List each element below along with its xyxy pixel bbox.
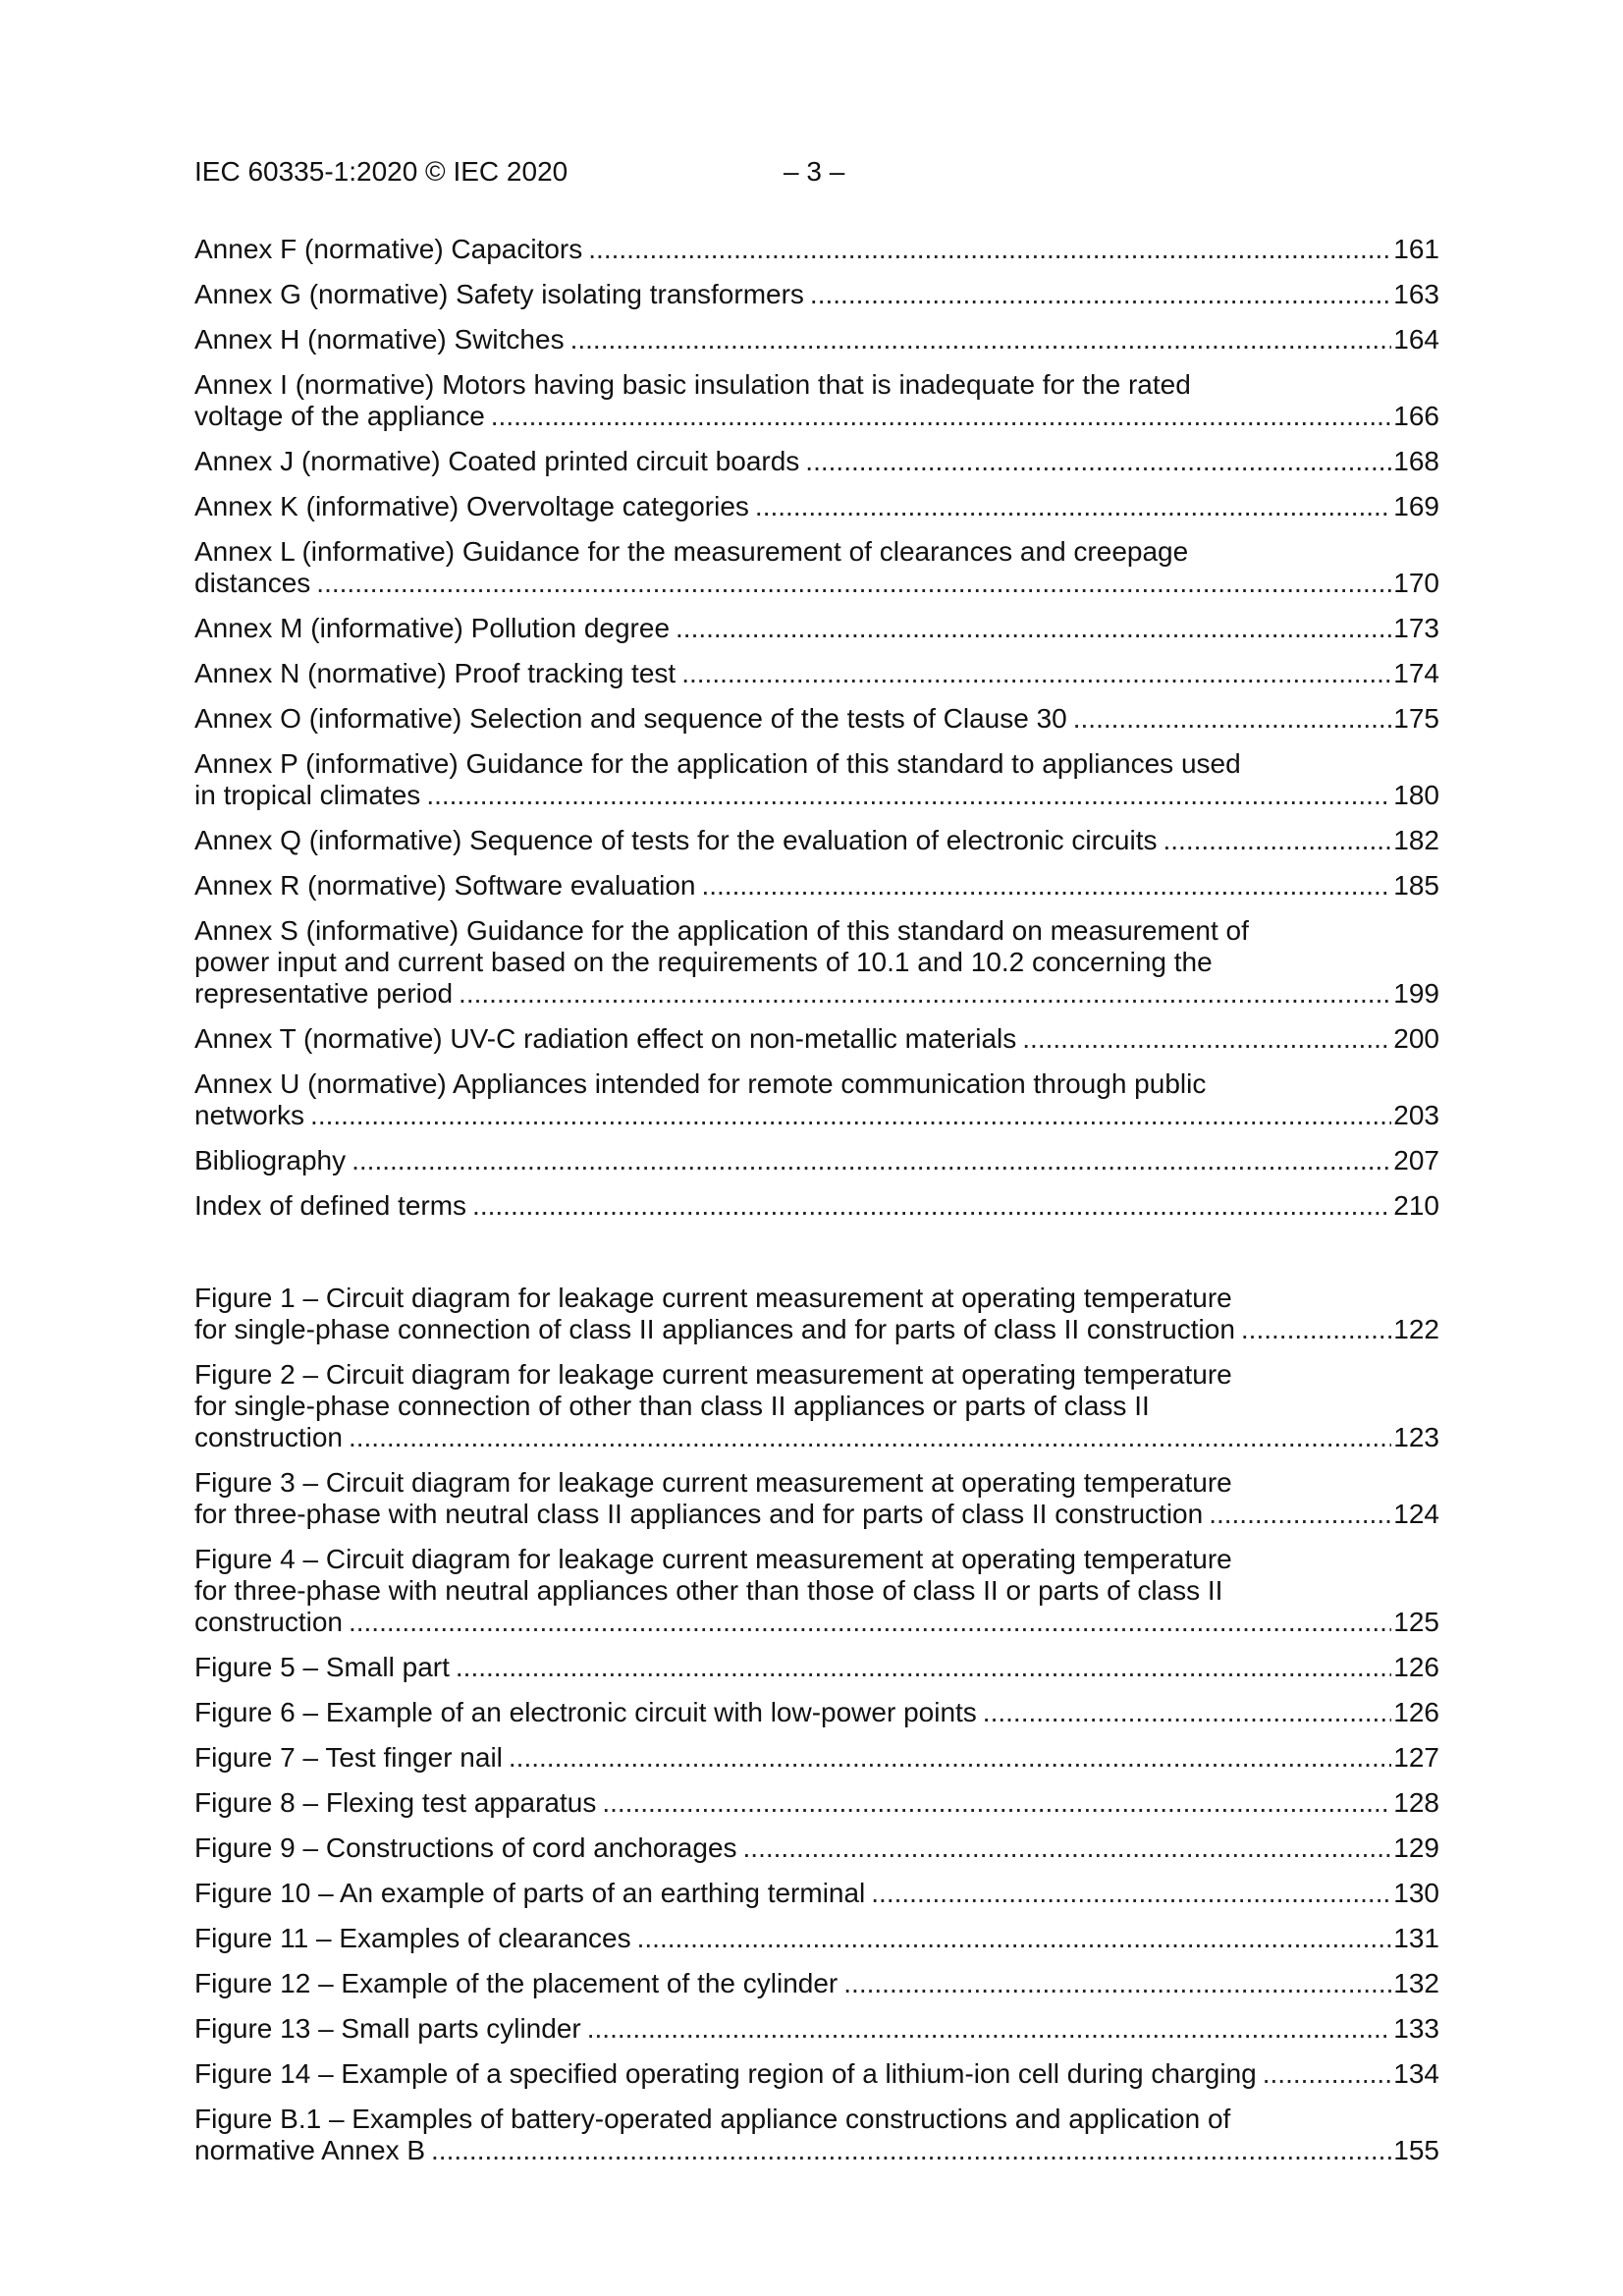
toc-entry-title-line: Figure 5 – Small part <box>194 1652 450 1682</box>
toc-entry-figure[interactable] <box>194 1878 1439 1909</box>
toc-page-number: 130 <box>1393 1878 1439 1908</box>
toc-page-number: 200 <box>1393 1023 1439 1054</box>
toc-entry-final-line <box>194 613 1439 644</box>
toc-entry-annex[interactable] <box>194 915 1439 1010</box>
dot-leader <box>509 1742 1391 1774</box>
toc-page-number: 123 <box>1393 1422 1439 1452</box>
toc-page-number: 131 <box>1393 1923 1439 1953</box>
toc-page-number: 163 <box>1393 279 1439 309</box>
toc-entry-final-line <box>194 568 1439 599</box>
toc-entry-figure[interactable] <box>194 1923 1439 1954</box>
toc-page-number: 207 <box>1393 1145 1439 1175</box>
toc-entry-title-line: Figure 14 – Example of a specified operating region of a lithium-ion cell during charging <box>194 2058 1257 2089</box>
toc-page-number: 155 <box>1393 2135 1439 2165</box>
toc-entry-final-line <box>194 1100 1439 1131</box>
document-id: IEC 60335-1:2020 © IEC 2020 <box>194 156 568 187</box>
toc-entry-annex[interactable] <box>194 1145 1439 1176</box>
toc-entry-annex[interactable] <box>194 748 1439 811</box>
toc-entry-figure[interactable] <box>194 1832 1439 1864</box>
toc-entry-title-line: Annex Q (informative) Sequence of tests for the evaluation of electronic circuits <box>194 825 1158 855</box>
toc-entry-figure[interactable] <box>194 1544 1439 1638</box>
dot-leader <box>459 978 1391 1010</box>
toc-entry-final-line <box>194 1652 1439 1683</box>
toc-entry-title-line: Annex R (normative) Software evaluation <box>194 870 696 901</box>
toc-annex-list <box>194 234 1439 1235</box>
toc-page-number: 126 <box>1393 1652 1439 1682</box>
toc-entry-title-line: construction <box>194 1607 343 1637</box>
toc-entry-annex[interactable] <box>194 658 1439 689</box>
dot-leader <box>1209 1499 1391 1530</box>
dot-leader <box>871 1878 1391 1909</box>
dot-leader <box>805 446 1391 477</box>
toc-entry-final-line <box>194 1832 1439 1864</box>
toc-page-number: 199 <box>1393 978 1439 1009</box>
toc-entry-final-line <box>194 446 1439 477</box>
toc-entry-title-line: representative period <box>194 978 454 1009</box>
toc-page-number: 129 <box>1393 1832 1439 1863</box>
toc-entry-final-line <box>194 491 1439 522</box>
toc-entry-title-line: Annex H (normative) Switches <box>194 324 565 355</box>
toc-entry-title-line: Annex U (normative) Appliances intended for remote communication through public <box>194 1068 1207 1099</box>
toc-entry-title-line: Figure 4 – Circuit diagram for leakage current measurement at operating temperature <box>194 1544 1232 1574</box>
toc-page-number: 132 <box>1393 1968 1439 1998</box>
dot-leader <box>1022 1023 1391 1055</box>
dot-leader <box>1163 825 1391 856</box>
toc-page-number: 122 <box>1393 1314 1439 1344</box>
toc-entry-figure[interactable] <box>194 1742 1439 1774</box>
toc-entry-title-line: Figure 1 – Circuit diagram for leakage current measurement at operating temperature <box>194 1283 1232 1313</box>
toc-entry-final-line <box>194 1499 1439 1530</box>
toc-page-number: 169 <box>1393 491 1439 521</box>
toc-entry-final-line <box>194 1742 1439 1774</box>
toc-entry-figure[interactable] <box>194 1968 1439 1999</box>
toc-entry-title-line: power input and current based on the requirements of 10.1 and 10.2 concerning the <box>194 947 1213 977</box>
dot-leader <box>588 234 1391 265</box>
toc-page-number: 210 <box>1393 1190 1439 1221</box>
toc-entry-annex[interactable] <box>194 613 1439 644</box>
dot-leader <box>349 1422 1391 1453</box>
toc-entry-title-line: voltage of the appliance <box>194 401 485 431</box>
toc-figure-list <box>194 1283 1439 2180</box>
toc-page-number: 180 <box>1393 780 1439 810</box>
dot-leader <box>472 1190 1391 1222</box>
toc-entry-final-line <box>194 870 1439 902</box>
toc-entry-final-line <box>194 978 1439 1010</box>
page-number: – 3 – <box>784 156 845 187</box>
toc-entry-annex[interactable] <box>194 324 1439 355</box>
toc-entry-title-line: Figure 2 – Circuit diagram for leakage current measurement at operating temperature <box>194 1359 1232 1390</box>
toc-entry-final-line <box>194 279 1439 310</box>
toc-entry-final-line <box>194 1968 1439 1999</box>
toc-entry-final-line <box>194 825 1439 856</box>
toc-entry-annex[interactable] <box>194 446 1439 477</box>
toc-entry-title-line: Bibliography <box>194 1145 347 1175</box>
toc-entry-title-line: Annex P (informative) Guidance for the application of this standard to appliances used <box>194 748 1241 779</box>
dot-leader <box>602 1787 1391 1819</box>
toc-page-number: 161 <box>1393 234 1439 264</box>
toc-entry-title-line: Annex G (normative) Safety isolating transformers <box>194 279 804 309</box>
toc-page-number: 133 <box>1393 2013 1439 2044</box>
dot-leader <box>810 279 1391 310</box>
toc-entry-final-line <box>194 401 1439 432</box>
dot-leader <box>1263 2058 1392 2090</box>
dot-leader <box>570 324 1392 355</box>
toc-entry-annex[interactable] <box>194 234 1439 265</box>
toc-entry-final-line <box>194 234 1439 265</box>
toc-entry-title-line: Figure 6 – Example of an electronic circuit with low-power points <box>194 1697 977 1727</box>
toc-entry-figure[interactable] <box>194 2058 1439 2090</box>
toc-entry-annex[interactable] <box>194 703 1439 735</box>
toc-entry-title-line: Annex L (informative) Guidance for the measurement of clearances and creepage <box>194 536 1189 567</box>
toc-page-number: 173 <box>1393 613 1439 643</box>
toc-page-number: 166 <box>1393 401 1439 431</box>
dot-leader <box>681 658 1391 689</box>
dot-leader <box>637 1923 1392 1954</box>
dot-leader <box>701 870 1391 902</box>
toc-entry-title-line: Annex T (normative) UV-C radiation effect on non-metallic materials <box>194 1023 1017 1054</box>
toc-entry-title-line: Annex S (informative) Guidance for the application of this standard on measurement of <box>194 915 1249 946</box>
toc-entry-annex[interactable] <box>194 1190 1439 1222</box>
toc-entry-title-line: in tropical climates <box>194 780 421 810</box>
toc-entry-final-line <box>194 324 1439 355</box>
toc-entry-title-line: Figure 12 – Example of the placement of the cylinder <box>194 1968 839 1998</box>
toc-entry-annex[interactable] <box>194 1068 1439 1131</box>
dot-leader <box>1241 1314 1391 1345</box>
toc-entry-title-line: Annex O (informative) Selection and sequence of the tests of Clause 30 <box>194 703 1067 734</box>
toc-entry-final-line <box>194 1697 1439 1728</box>
dot-leader <box>843 1968 1391 1999</box>
toc-entry-final-line <box>194 1023 1439 1055</box>
toc-page-number: 164 <box>1393 324 1439 355</box>
toc-entry-final-line <box>194 1145 1439 1176</box>
toc-page-number: 174 <box>1393 658 1439 688</box>
toc-page-number: 168 <box>1393 446 1439 476</box>
toc-page-number: 125 <box>1393 1607 1439 1637</box>
toc-entry-title-line: networks <box>194 1100 305 1130</box>
toc-page-number: 185 <box>1393 870 1439 901</box>
toc-entry-annex[interactable] <box>194 1023 1439 1055</box>
toc-entry-figure[interactable] <box>194 1697 1439 1728</box>
dot-leader <box>983 1697 1391 1728</box>
toc-page-number: 127 <box>1393 1742 1439 1773</box>
toc-entry-final-line <box>194 1190 1439 1222</box>
toc-entry-annex[interactable] <box>194 279 1439 310</box>
toc-page-number: 203 <box>1393 1100 1439 1130</box>
toc-entry-final-line <box>194 1314 1439 1345</box>
toc-entry-final-line <box>194 2058 1439 2090</box>
toc-entry-title-line: for three-phase with neutral appliances other than those of class II or parts of class II <box>194 1575 1223 1606</box>
toc-entry-title-line: Figure 11 – Examples of clearances <box>194 1923 631 1953</box>
toc-entry-annex[interactable] <box>194 536 1439 599</box>
toc-page-number: 182 <box>1393 825 1439 855</box>
dot-leader <box>676 613 1391 644</box>
dot-leader <box>316 568 1391 599</box>
toc-entry-title-line: Annex J (normative) Coated printed circuit boards <box>194 446 800 476</box>
toc-entry-title-line: normative Annex B <box>194 2135 426 2165</box>
page-header <box>194 155 845 189</box>
toc-entry-annex[interactable] <box>194 491 1439 522</box>
toc-entry-annex[interactable] <box>194 825 1439 856</box>
toc-entry-title-line: Figure 3 – Circuit diagram for leakage current measurement at operating temperature <box>194 1467 1232 1498</box>
toc-page-number: 134 <box>1393 2058 1439 2089</box>
toc-entry-annex[interactable] <box>194 369 1439 432</box>
toc-entry-figure[interactable] <box>194 1467 1439 1530</box>
toc-entry-figure[interactable] <box>194 1787 1439 1819</box>
dot-leader <box>310 1100 1391 1131</box>
dot-leader <box>587 2013 1392 2045</box>
toc-entry-final-line <box>194 1422 1439 1453</box>
toc-entry-title-line: Figure 10 – An example of parts of an earthing terminal <box>194 1878 866 1908</box>
dot-leader <box>755 491 1391 522</box>
toc-entry-title-line: Index of defined terms <box>194 1190 467 1221</box>
dot-leader <box>456 1652 1391 1683</box>
toc-entry-title-line: Figure 7 – Test finger nail <box>194 1742 503 1773</box>
toc-entry-figure[interactable] <box>194 1359 1439 1453</box>
toc-entry-final-line <box>194 1923 1439 1954</box>
toc-page-number: 124 <box>1393 1499 1439 1529</box>
toc-entry-figure[interactable] <box>194 1283 1439 1345</box>
toc-entry-title-line: Figure B.1 – Examples of battery-operated appliance constructions and application of <box>194 2104 1231 2134</box>
toc-entry-title-line: distances <box>194 568 311 598</box>
toc-entry-final-line <box>194 2013 1439 2045</box>
toc-entry-annex[interactable] <box>194 870 1439 902</box>
toc-entry-title-line: for single-phase connection of other than class II appliances or parts of class II <box>194 1391 1150 1421</box>
toc-entry-title-line: for single-phase connection of class II appliances and for parts of class II construction <box>194 1314 1235 1344</box>
toc-page-number: 126 <box>1393 1697 1439 1727</box>
toc-entry-title-line: construction <box>194 1422 343 1452</box>
toc-entry-title-line: Figure 13 – Small parts cylinder <box>194 2013 581 2044</box>
dot-leader <box>352 1145 1391 1176</box>
dot-leader <box>491 401 1392 432</box>
dot-leader <box>426 780 1391 811</box>
toc-entry-title-line: Figure 9 – Constructions of cord anchorages <box>194 1832 737 1863</box>
toc-entry-final-line <box>194 1607 1439 1638</box>
toc-page-number: 128 <box>1393 1787 1439 1818</box>
toc-entry-title-line: Annex F (normative) Capacitors <box>194 234 583 264</box>
dot-leader <box>1073 703 1392 735</box>
toc-entry-final-line <box>194 780 1439 811</box>
dot-leader <box>431 2135 1391 2166</box>
toc-entry-final-line <box>194 2135 1439 2166</box>
toc-entry-figure[interactable] <box>194 2013 1439 2045</box>
toc-entry-figure[interactable] <box>194 1652 1439 1683</box>
toc-entry-figure[interactable] <box>194 2104 1439 2166</box>
dot-leader <box>743 1832 1392 1864</box>
toc-entry-title-line: Figure 8 – Flexing test apparatus <box>194 1787 597 1818</box>
toc-entry-final-line <box>194 658 1439 689</box>
toc-page-number: 170 <box>1393 568 1439 598</box>
toc-entry-title-line: Annex K (informative) Overvoltage categories <box>194 491 749 521</box>
toc-entry-final-line <box>194 1878 1439 1909</box>
toc-entry-title-line: Annex I (normative) Motors having basic insulation that is inadequate for the rated <box>194 369 1191 400</box>
toc-entry-final-line <box>194 703 1439 735</box>
toc-entry-title-line: Annex N (normative) Proof tracking test <box>194 658 676 688</box>
toc-entry-title-line: Annex M (informative) Pollution degree <box>194 613 671 643</box>
toc-entry-final-line <box>194 1787 1439 1819</box>
dot-leader <box>349 1607 1391 1638</box>
toc-entry-title-line: for three-phase with neutral class II appliances and for parts of class II construction <box>194 1499 1204 1529</box>
toc-page-number: 175 <box>1393 703 1439 734</box>
